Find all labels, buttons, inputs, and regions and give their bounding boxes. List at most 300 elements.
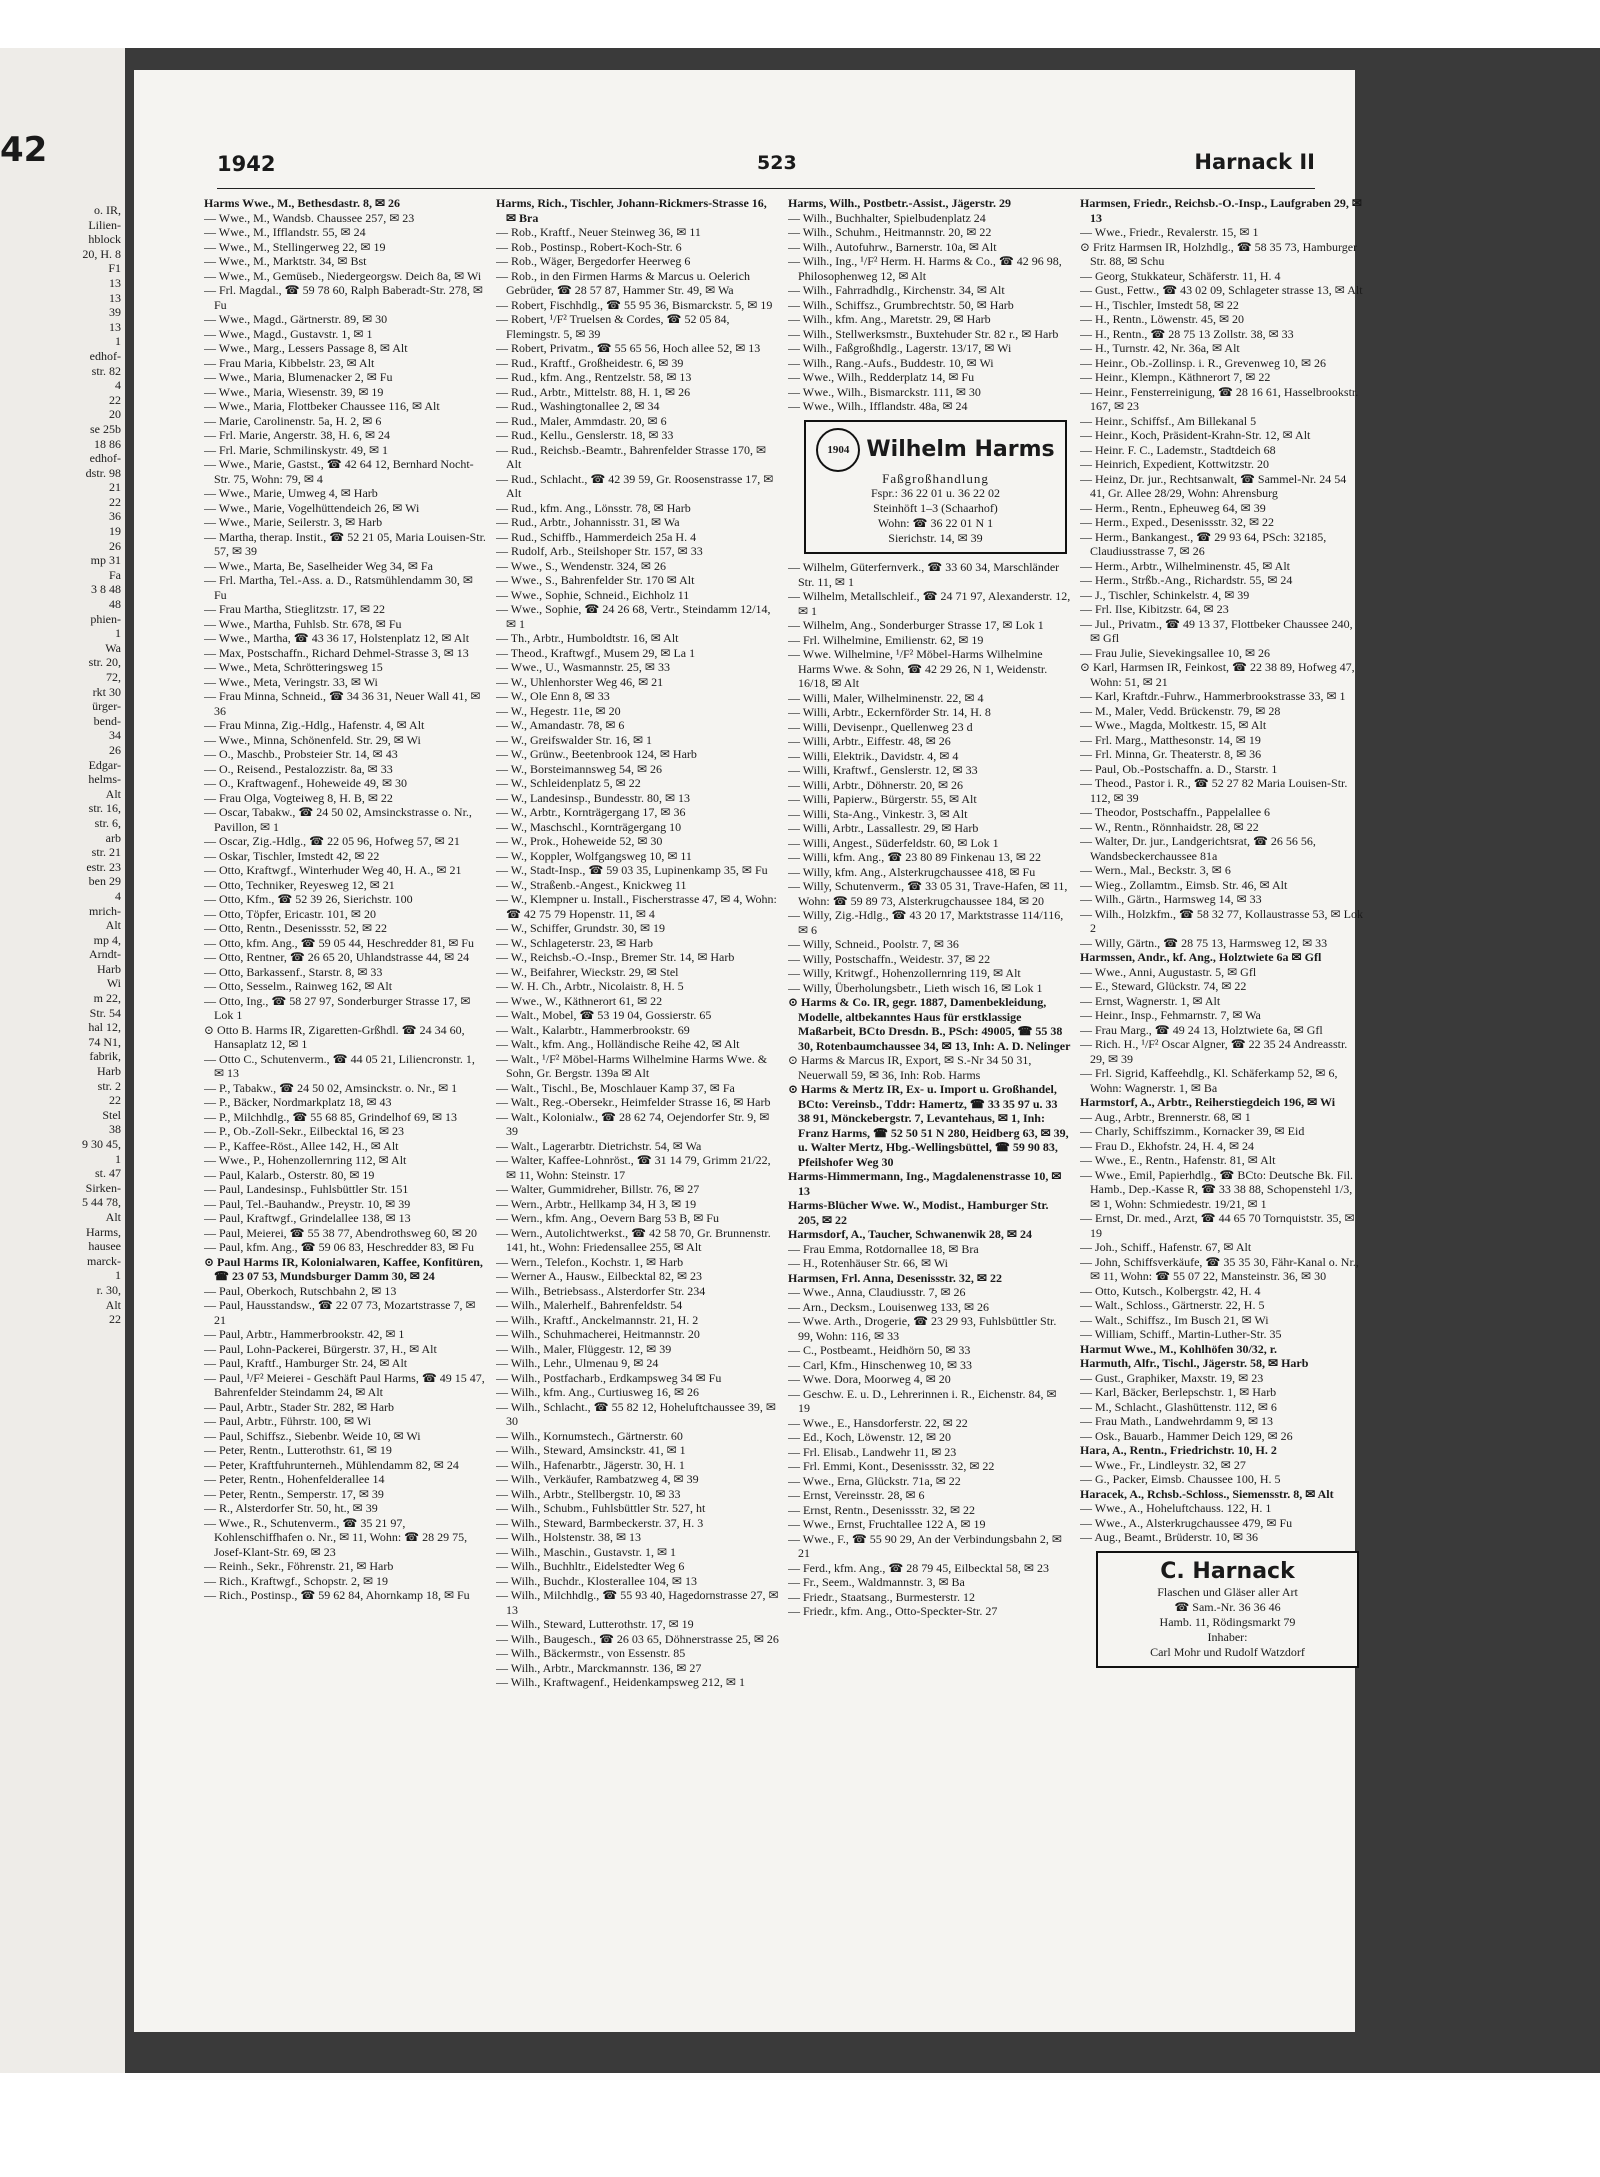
- directory-entry: — Willi, Devisenpr., Quellenweg 23 d: [788, 719, 973, 734]
- directory-entry: — Peter, Kraftfuhrunterneh., Mühlendamm 82, ✉ 24: [204, 1457, 459, 1472]
- directory-entry: — Wwe., Meta, Veringstr. 33, ✉ Wi: [204, 674, 378, 689]
- adjacent-line: 36: [109, 509, 121, 524]
- directory-entry: — Willy, kfm. Ang., Alsterkrugchaussee 418, ✉ Fu: [788, 864, 1036, 879]
- adjacent-line: ürger-: [92, 699, 121, 714]
- directory-entry: — Gust., Fettw., ☎ 43 02 09, Schlageter strasse 13, ✉ Alt: [1080, 283, 1363, 297]
- adjacent-line: hal 12,: [88, 1020, 121, 1035]
- directory-entry: Harmssen, Andr., kf. Ang., Holztwiete 6a ✉ Gfl: [1080, 950, 1322, 964]
- directory-entry: — Walt., Kalarbtr., Hammerbrookstr. 69: [496, 1022, 690, 1037]
- directory-entry: — Willy, Zig.-Hdlg., ☎ 43 20 17, Marktstrasse 114/116, ✉ 6: [788, 908, 1064, 937]
- directory-entry: — Peter, Rentn., Hohenfelderallee 14: [204, 1472, 385, 1486]
- directory-entry: — Paul, Oberkoch, Rutschbahn 2, ✉ 13: [204, 1283, 397, 1298]
- directory-entry: — Otto, kfm. Ang., ☎ 59 05 44, Heschredder 81, ✉ Fu: [204, 935, 474, 950]
- column-1: [204, 196, 487, 2001]
- directory-entry: — Wwe., R., Schutenverm., ☎ 35 21 97, Kohlenschiffhafen o. Nr., ✉ 11, Wohn: ☎ 28 29 75, Josef-Klant-Str. 69, ✉ 23: [204, 1515, 468, 1559]
- adjacent-line: Wa: [105, 640, 121, 655]
- directory-entry: — Wwe., F., ☎ 55 90 29, An der Verbindungsbahn 2, ✉ 21: [788, 1531, 1062, 1560]
- directory-entry: — Jul., Privatm., ☎ 49 13 37, Flottbeker Chaussee 240, ✉ Gfl: [1080, 616, 1353, 645]
- adjacent-line: se 25b: [90, 421, 121, 436]
- directory-entry: — P., Bäcker, Nordmarkplatz 18, ✉ 43: [204, 1095, 392, 1109]
- directory-entry: — Wilh., Schuhmacherei, Heitmannstr. 20: [496, 1327, 700, 1341]
- ad-company-name: C. Harnack: [1160, 1558, 1295, 1584]
- directory-entry: — Walt., ¹/F² Möbel-Harms Wilhelmine Harms Wwe. & Sohn, Gr. Bergstr. 139a ✉ Alt: [496, 1051, 768, 1080]
- adjacent-line: Lilien-: [88, 217, 121, 232]
- directory-entry: — Paul, Kalarb., Osterstr. 80, ✉ 19: [204, 1167, 375, 1182]
- directory-entry: — Wilh., Ing., ¹/F² Herm. H. Harms & Co., ☎ 42 96 98, Philosophenweg 12, ✉ Alt: [788, 254, 1062, 283]
- directory-entry: — Rud., Washingtonallee 2, ✉ 34: [496, 399, 660, 413]
- directory-entry: — Paul, Hausstandsw., ☎ 22 07 73, Mozartstrasse 7, ✉ 21: [204, 1298, 476, 1327]
- directory-entry: — Wilh., Steward, Barmbeckerstr. 37, H. 3: [496, 1515, 704, 1530]
- directory-entry: — Frl. Sigrid, Kaffeehdlg., Kl. Schäferkamp 52, ✉ 6, Wohn: Wagnerstr. 1, ✉ Ba: [1080, 1066, 1338, 1095]
- directory-entry: — Wwe., Maria, Flottbeker Chaussee 116, ✉ Alt: [204, 399, 440, 413]
- directory-entry: — Willy, Schutenverm., ☎ 33 05 31, Trave-Hafen, ✉ 11, Wohn: ☎ 59 89 73, Alsterkrugchaussee 184, ✉ 20: [788, 879, 1068, 908]
- ad-line: Steinhöft 1–3 (Schaarhof): [873, 501, 998, 515]
- directory-entry: — Willi, Arbtr., Eckernförder Str. 14, H. 8: [788, 705, 991, 719]
- directory-entry: — Willi, Elektrik., Davidstr. 4, ✉ 4: [788, 748, 959, 763]
- directory-entry: — Herm., Exped., Desenissstr. 32, ✉ 22: [1080, 515, 1275, 529]
- adjacent-line: str. 16,: [88, 801, 121, 816]
- directory-entry: — Walter, Gummidreher, Billstr. 76, ✉ 27: [496, 1182, 700, 1196]
- directory-entry: — Frau Olga, Vogteiweg 8, H. B, ✉ 22: [204, 790, 393, 805]
- directory-entry: — Wilh., Maschin., Gustavstr. 1, ✉ 1: [496, 1544, 677, 1559]
- directory-entry: — Frl. Ilse, Kibitzstr. 64, ✉ 23: [1080, 602, 1229, 616]
- directory-entry: — Wwe., U., Wasmannstr. 25, ✉ 33: [496, 660, 670, 674]
- directory-entry: ⊙ Harms & Mertz IR, Ex- u. Import u. Großhandel, BCto: Vereinsb., Tddr: Hamertz, ☎ 33 35 97 u. 33 38 91, Mönckebergstr. 7, Levantehaus, ✉ 1, Inh: Franz Harms, ☎ 52 50 51 N 280, Heidberg 63, ✉ 39, u. Walter Mertz, Hbg.-Wellingsbüttel, ☎ 59 90 83, Pfeilshofer Weg 30: [788, 1082, 1069, 1169]
- adjacent-line: F1: [108, 261, 121, 276]
- directory-entry: — Wwe., Marie, Umweg 4, ✉ Harb: [204, 486, 378, 500]
- adjacent-line: 3 8 48: [91, 582, 121, 597]
- directory-entry: — Walter, Dr. jur., Landgerichtsrat, ☎ 26 56 56, Wandsbeckerchaussee 81a: [1080, 834, 1316, 863]
- scan-bottom-margin: [0, 2073, 1600, 2177]
- directory-entry: — W., Straßenb.-Angest., Knickweg 11: [496, 877, 687, 892]
- directory-entry: — Rud., Kraftf., Großheidestr. 6, ✉ 39: [496, 355, 684, 370]
- ad-company-name: Wilhelm Harms: [866, 436, 1055, 462]
- directory-entry: — Wilh., Gärtn., Harmsweg 14, ✉ 33: [1080, 892, 1262, 906]
- directory-entry: — Frau D., Ekhofstr. 24, H. 4, ✉ 24: [1080, 1138, 1255, 1153]
- directory-entry: — Rob., in den Firmen Harms & Marcus u. Oelerich Gebrüder, ☎ 28 57 87, Hammer Str. 49, ✉ Wa: [496, 268, 750, 297]
- directory-entry: — H., Tischler, Imstedt 58, ✉ 22: [1080, 297, 1239, 312]
- directory-entry: — Frl. Marie, Angerstr. 38, H. 6, ✉ 24: [204, 428, 391, 442]
- directory-entry: — Rud., Schlacht., ☎ 42 39 59, Gr. Roosenstrasse 17, ✉ Alt: [496, 471, 774, 500]
- directory-entry: — Theod., Kraftwgf., Musem 29, ✉ La 1: [496, 645, 696, 660]
- adjacent-line: 13: [109, 290, 121, 305]
- directory-entry: — Walt., Reg.-Obersekr., Heimfelder Strasse 16, ✉ Harb: [496, 1095, 771, 1109]
- directory-entry: — G., Packer, Eimsb. Chaussee 100, H. 5: [1080, 1472, 1281, 1486]
- directory-entry: — Heinr., Fensterreinigung, ☎ 28 16 61, Hasselbrookstr. 167, ✉ 23: [1080, 384, 1359, 413]
- directory-entry: — Wilh., Schiffsz., Grumbrechtstr. 50, ✉ Harb: [788, 297, 1014, 312]
- directory-entry: — Paul, Kraftf., Hamburger Str. 24, ✉ Alt: [204, 1356, 408, 1370]
- directory-entry: — W., Maschschl., Kornträgergang 10: [496, 819, 682, 834]
- adjacent-line: Harb: [97, 961, 121, 976]
- directory-entry: — Rob., Wäger, Bergedorfer Heerweg 6: [496, 254, 691, 268]
- directory-entry: — Frl. Emmi, Kont., Desenissstr. 32, ✉ 22: [788, 1459, 995, 1473]
- directory-entry: — Wilh., Fahrradhdlg., Kirchenstr. 34, ✉ Alt: [788, 283, 1005, 297]
- adjacent-line: 20: [109, 407, 121, 422]
- directory-entry: Hara, A., Rentn., Friedrichstr. 10, H. 2: [1080, 1443, 1277, 1457]
- advertisement-box: [804, 420, 1067, 555]
- directory-entry: — Rich., Postinsp., ☎ 59 62 84, Ahornkamp 18, ✉ Fu: [204, 1588, 470, 1602]
- directory-entry: — Wwe., Maria, Blumenacker 2, ✉ Fu: [204, 370, 393, 384]
- directory-entry: — W., Stadt-Insp., ☎ 59 03 35, Lupinenkamp 35, ✉ Fu: [496, 863, 768, 877]
- directory-entry: — O., Kraftwagenf., Hoheweide 49, ✉ 30: [204, 776, 407, 790]
- directory-entry: — Paul, Arbtr., Stader Str. 282, ✉ Harb: [204, 1399, 395, 1414]
- directory-entry: Harmstorf, A., Arbtr., Reiherstiegdeich 196, ✉ Wi: [1080, 1095, 1336, 1109]
- directory-entry: — Wwe., Martha, ☎ 43 36 17, Holstenplatz 12, ✉ Alt: [204, 631, 470, 645]
- directory-entry: — Osk., Bauarb., Hammer Deich 129, ✉ 26: [1080, 1428, 1293, 1443]
- directory-entry: — Frl. Minna, Gr. Theaterstr. 8, ✉ 36: [1080, 747, 1262, 761]
- adjacent-line: dstr. 98: [85, 465, 121, 480]
- directory-entry: ⊙ Harms & Marcus IR, Export, ✉ S.-Nr 34 50 31, Neuerwall 59, ✉ 36, Inh: Rob. Harms: [788, 1053, 1032, 1082]
- ad-line: Fspr.: 36 22 01 u. 36 22 02: [870, 486, 1000, 500]
- adjacent-line: 18 86: [94, 436, 121, 451]
- directory-entry: — Willy, Schneid., Poolstr. 7, ✉ 36: [788, 937, 959, 951]
- adjacent-line: fabrik,: [89, 1049, 121, 1064]
- adjacent-line: 34: [109, 728, 121, 743]
- directory-entry: — William, Schiff., Martin-Luther-Str. 35: [1080, 1327, 1282, 1341]
- directory-entry: — Wwe., Anna, Claudiusstr. 7, ✉ 26: [788, 1285, 966, 1299]
- ad-subtitle: Faßgroßhandlung: [882, 470, 989, 486]
- directory-entry: — Walt., Tischl., Be, Moschlauer Kamp 37, ✉ Fa: [496, 1080, 735, 1095]
- directory-entry: — Robert, Fischhdlg., ☎ 55 95 36, Bismarckstr. 5, ✉ 19: [496, 297, 773, 312]
- directory-entry: — Wwe., Anni, Augustastr. 5, ✉ Gfl: [1080, 964, 1257, 979]
- directory-entry: — Wilh., Holstenstr. 38, ✉ 13: [496, 1530, 642, 1544]
- directory-entry: — Wilh., Stellwerksmstr., Buxtehuder Str. 82 r., ✉ Harb: [788, 326, 1059, 341]
- directory-entry: — Wwe. Wilhelmine, ¹/F² Möbel-Harms Wilhelmine Harms Wwe. & Sohn, ☎ 42 29 26, N 1, Weidenstr. 16/18, ✉ Alt: [788, 647, 1048, 690]
- adjacent-line: str. 21: [91, 845, 121, 860]
- directory-entry: — Walt., Schloss., Gärtnerstr. 22, H. 5: [1080, 1298, 1265, 1312]
- adjacent-line: str. 82: [91, 363, 121, 378]
- directory-entry: — Charly, Schiffszimm., Kornacker 39, ✉ Eid: [1080, 1124, 1305, 1138]
- adjacent-page-strip: [0, 48, 125, 2073]
- directory-entry: — W. H. Ch., Arbtr., Nicolaistr. 8, H. 5: [496, 979, 684, 993]
- directory-entry: — Otto, Kfm., ☎ 52 39 26, Sierichstr. 100: [204, 892, 413, 906]
- adjacent-line: Alt: [105, 1209, 121, 1224]
- ad-line: Wohn: ☎ 36 22 01 N 1: [877, 516, 994, 530]
- directory-entry: — Paul, Tel.-Bauhandw., Preystr. 10, ✉ 39: [204, 1196, 411, 1211]
- adjacent-line: 20, H. 8: [82, 246, 121, 261]
- directory-entry: ⊙ Otto B. Harms IR, Zigaretten-Grßhdl. ☎ 24 34 60, Hansaplatz 12, ✉ 1: [204, 1022, 465, 1051]
- directory-entry: — Wwe., M., Gemüseb., Niedergeorgsw. Deich 8a, ✉ Wi: [204, 268, 482, 283]
- directory-entry: — Wilh., Buchdr., Klosterallee 104, ✉ 13: [496, 1573, 697, 1588]
- directory-entry: — Wilh., Schubm., Fuhlsbüttler Str. 527, ht: [496, 1501, 706, 1515]
- adjacent-line: 1: [115, 1268, 121, 1283]
- directory-entry: — Otto, Rentn., Desenissstr. 52, ✉ 22: [204, 921, 388, 935]
- directory-entry: — Heinr. F. C., Lademstr., Stadtdeich 68: [1080, 442, 1276, 457]
- adjacent-line: 38: [109, 1122, 121, 1137]
- adjacent-line: 1: [115, 1151, 121, 1166]
- directory-entry: — Wwe., Minna, Schönenfeld. Str. 29, ✉ Wi: [204, 732, 421, 747]
- directory-entry: — Paul, Ob.-Postschaffn. a. D., Starstr. 1: [1080, 761, 1278, 776]
- directory-entry: — Wern., Telefon., Kochstr. 1, ✉ Harb: [496, 1254, 684, 1269]
- directory-entry: — Wwe., Marg., Lessers Passage 8, ✉ Alt: [204, 341, 408, 355]
- ad-emblem: 1904: [816, 428, 860, 472]
- directory-entry: — Otto, Kraftwgf., Winterhuder Weg 40, H. A., ✉ 21: [204, 863, 462, 877]
- directory-entry: — Otto, Sesselm., Rainweg 162, ✉ Alt: [204, 979, 393, 993]
- directory-entry: — Oscar, Zig.-Hdlg., ☎ 22 05 96, Hofweg 57, ✉ 21: [204, 834, 460, 848]
- directory-entry: — Wwe., Sophie, ☎ 24 26 68, Vertr., Steindamm 12/14, ✉ 1: [496, 602, 771, 631]
- directory-entry: Harmsen, Friedr., Reichsb.-O.-Insp., Laufgraben 29, ✉ 13: [1080, 196, 1362, 225]
- directory-entry: — Wilh., Arbtr., Marckmannstr. 136, ✉ 27: [496, 1660, 702, 1675]
- ad-line: Flaschen und Gläser aller Art: [1157, 1584, 1298, 1599]
- directory-entry: Haracek, A., Rchsb.-Schloss., Siemensstr. 8, ✉ Alt: [1080, 1486, 1334, 1501]
- directory-entry: — Wwe. Arth., Drogerie, ☎ 23 29 93, Fuhlsbüttler Str. 99, Wohn: 116, ✉ 33: [788, 1314, 1057, 1343]
- directory-entry: Harms, Rich., Tischler, Johann-Rickmers-Strasse 16, ✉ Bra: [496, 196, 767, 225]
- directory-entry: — Wern., kfm. Ang., Oevern Barg 53 B, ✉ Fu: [496, 1211, 719, 1225]
- directory-entry: — Friedr., kfm. Ang., Otto-Speckter-Str. 27: [788, 1604, 998, 1618]
- directory-entry: — Rud., Kellu., Genslerstr. 18, ✉ 33: [496, 428, 674, 442]
- directory-entry: — Wwe., Marie, Gastst., ☎ 42 64 12, Bernhard Nocht-Str. 75, Wohn: 79, ✉ 4: [204, 457, 474, 486]
- adjacent-line: 48: [109, 597, 121, 612]
- adjacent-line: 19: [109, 524, 121, 539]
- adjacent-line: ben 29: [88, 874, 121, 889]
- directory-entry: Harmut Wwe., M., Kohlhöfen 30/32, r.: [1080, 1341, 1277, 1356]
- directory-entry: — Wilh., Verkäufer, Rambatzweg 4, ✉ 39: [496, 1472, 699, 1486]
- directory-entry: — W., Greifswalder Str. 16, ✉ 1: [496, 732, 653, 747]
- directory-page: [134, 70, 1363, 2032]
- directory-entry: — H., Rotenhäuser Str. 66, ✉ Wi: [788, 1256, 949, 1270]
- directory-entry: — P., Milchhdlg., ☎ 55 68 85, Grindelhof 69, ✉ 13: [204, 1109, 457, 1124]
- directory-entry: — Carl, Kfm., Hinschenweg 10, ✉ 33: [788, 1357, 973, 1372]
- directory-entry: — Frl. Wilhelmine, Emilienstr. 62, ✉ 19: [788, 632, 984, 647]
- directory-entry: — Wwe., Magd., Gustavstr. 1, ✉ 1: [204, 326, 373, 341]
- directory-entry: — Wwe., Ernst, Fruchtallee 122 A, ✉ 19: [788, 1517, 986, 1531]
- directory-entry: — Herm., Bankangest., ☎ 29 93 64, PSch: 32185, Claudiusstrasse 7, ✉ 26: [1080, 529, 1327, 558]
- directory-entry: — Wwe., W., Käthnerort 61, ✉ 22: [496, 993, 663, 1008]
- directory-entry: — Wwe., Sophie, Schneid., Eichholz 11: [496, 587, 690, 602]
- directory-entry: — Wilh., Betriebsass., Alsterdorfer Str. 234: [496, 1283, 706, 1298]
- adjacent-line: mrich-: [89, 903, 121, 918]
- directory-entry: — Willy, Überholungsbetr., Lieth wisch 16, ✉ Lok 1: [788, 980, 1043, 995]
- adjacent-line: 22: [109, 1312, 121, 1327]
- directory-entry: — Wern., Mal., Beckstr. 3, ✉ 6: [1080, 863, 1231, 877]
- directory-entry: — Frau Emma, Rotdornallee 18, ✉ Bra: [788, 1241, 979, 1256]
- adjacent-line: marck-: [87, 1253, 121, 1268]
- directory-entry: — W., Borsteimannsweg 54, ✉ 26: [496, 761, 663, 776]
- directory-entry: — Otto C., Schutenverm., ☎ 44 05 21, Liliencronstr. 1, ✉ 13: [204, 1051, 475, 1080]
- directory-entry: — Oskar, Tischler, Imstedt 42, ✉ 22: [204, 848, 380, 863]
- directory-entry: — W., Uhlenhorster Weg 46, ✉ 21: [496, 674, 664, 689]
- directory-entry: Harmsen, Frl. Anna, Desenissstr. 32, ✉ 22: [788, 1270, 1002, 1285]
- directory-entry: Harms Wwe., M., Bethesdastr. 8, ✉ 26: [204, 196, 401, 210]
- directory-entry: — Walt., Mobel, ☎ 53 19 04, Gossierstr. 65: [496, 1008, 712, 1022]
- directory-entry: — Wwe., Erna, Glückstr. 71a, ✉ 22: [788, 1473, 961, 1488]
- directory-entry: — Max, Postschaffn., Richard Dehmel-Strasse 3, ✉ 13: [204, 645, 469, 660]
- adjacent-line: 26: [109, 538, 121, 553]
- directory-entry: — M., Schlacht., Glashüttenstr. 112, ✉ 6: [1080, 1399, 1277, 1414]
- directory-entry: — Wwe., A., Alsterkrugchaussee 479, ✉ Fu: [1080, 1515, 1293, 1530]
- directory-entry: — Frau Maria, Kibbelstr. 23, ✉ Alt: [204, 355, 375, 370]
- directory-entry: — Oscar, Tabakw., ☎ 24 50 02, Amsinckstrasse o. Nr., Pavillon, ✉ 1: [204, 805, 472, 834]
- adjacent-line: estr. 23: [86, 859, 121, 874]
- directory-entry: — Frau Julie, Sievekingsallee 10, ✉ 26: [1080, 645, 1271, 660]
- directory-entry: — Wern., Autolichtwerkst., ☎ 42 58 70, Gr. Brunnenstr. 141, ht., Wohn: Friedensallee 255, ✉ Alt: [496, 1225, 771, 1254]
- adjacent-line: mp 4,: [93, 932, 121, 947]
- directory-entry: Harms-Himmermann, Ing., Magdalenenstrasse 10, ✉ 13: [788, 1169, 1062, 1198]
- directory-entry: — H., Turnstr. 42, Nr. 36a, ✉ Alt: [1080, 341, 1240, 355]
- directory-entry: — Wwe., Marta, Be, Saselheider Weg 34, ✉ Fa: [204, 558, 433, 573]
- directory-entry: — W., Amandastr. 78, ✉ 6: [496, 718, 625, 732]
- directory-entry: — W., Koppler, Wolfgangsweg 10, ✉ 11: [496, 848, 692, 863]
- directory-entry: — P., Tabakw., ☎ 24 50 02, Amsinckstr. o. Nr., ✉ 1: [204, 1080, 458, 1095]
- directory-entry: — Wwe., E., Rentn., Hafenstr. 81, ✉ Alt: [1080, 1153, 1276, 1167]
- directory-entry: — Wilh., kfm. Ang., Maretstr. 29, ✉ Harb: [788, 312, 991, 326]
- adjacent-line: Fa: [109, 567, 121, 582]
- directory-entry: — Wwe., Marie, Vogelhüttendeich 26, ✉ Wi: [204, 500, 420, 515]
- directory-entry: ⊙ Karl, Harmsen IR, Feinkost, ☎ 22 38 89, Hofweg 47, Wohn: 51, ✉ 21: [1080, 660, 1355, 689]
- adjacent-line: str. 6,: [94, 815, 121, 830]
- directory-entry: — W., Reichsb.-O.-Insp., Bremer Str. 14, ✉ Harb: [496, 950, 735, 964]
- directory-entry: — W., Schiffer, Grundstr. 30, ✉ 19: [496, 921, 666, 935]
- directory-entry: — Wwe., Marie, Seilerstr. 3, ✉ Harb: [204, 515, 383, 529]
- directory-entry: — Wwe., Martha, Fuhlsb. Str. 678, ✉ Fu: [204, 616, 402, 631]
- page-number: 523: [757, 152, 797, 174]
- directory-entry: — O., Reisend., Pestalozzistr. 8a, ✉ 33: [204, 761, 393, 776]
- directory-entry: Harmsdorf, A., Taucher, Schwanenwik 28, ✉ 24: [788, 1227, 1032, 1241]
- adjacent-line: 13: [109, 275, 121, 290]
- directory-entry: — Willi, Arbtr., Eiffestr. 48, ✉ 26: [788, 734, 951, 748]
- ad-title-row: [1106, 1559, 1349, 1585]
- ad-line: ☎ Sam.-Nr. 36 36 46: [1174, 1599, 1281, 1614]
- directory-entry: — Arn., Decksm., Louisenweg 133, ✉ 26: [788, 1299, 990, 1314]
- adjacent-line: Sirken-: [85, 1180, 121, 1195]
- adjacent-line: Edgar-: [88, 757, 121, 772]
- adjacent-line: rkt 30: [92, 684, 121, 699]
- directory-entry: — Wern., Arbtr., Hellkamp 34, H 3, ✉ 19: [496, 1196, 697, 1211]
- directory-entry: — Herm., Arbtr., Wilhelminenstr. 45, ✉ Alt: [1080, 558, 1291, 573]
- directory-entry: — Heinr., Ob.-Zollinsp. i. R., Grevenweg 10, ✉ 26: [1080, 355, 1327, 370]
- directory-entry: — Wwe., Emil, Papierhdlg., ☎ BCto: Deutsche Bk. Fil. Hamb., Dep.-Kasse R, ☎ 33 38 88, Schopenstehl 1/3, ✉ 1, Wohn: Schmiedestr. 19/21, ✉ 1: [1080, 1167, 1354, 1211]
- directory-entry: — Wwe., M., Wandsb. Chaussee 257, ✉ 23: [204, 210, 415, 225]
- adjacent-line: m 22,: [93, 991, 121, 1006]
- directory-entry: — Fr., Seem., Waldmannstr. 3, ✉ Ba: [788, 1575, 965, 1589]
- directory-entry: — Wilh., Autofuhrw., Barnerstr. 10a, ✉ Alt: [788, 239, 997, 254]
- directory-entry: — Wwe., Maria, Wiesenstr. 39, ✉ 19: [204, 384, 384, 399]
- adjacent-line: edhof-: [89, 451, 121, 466]
- directory-entry: — Wilh., Hafenarbtr., Jägerstr. 30, H. 1: [496, 1457, 685, 1472]
- directory-entry: — Heinr., Insp., Fehmarnstr. 7, ✉ Wa: [1080, 1008, 1261, 1022]
- adjacent-line: helms-: [88, 772, 121, 787]
- ad-title-row: [814, 428, 1057, 472]
- adjacent-line: Stel: [102, 1107, 121, 1122]
- directory-entry: — Rud., kfm. Ang., Rentzelstr. 58, ✉ 13: [496, 370, 692, 384]
- directory-entry: — M., Maler, Vedd. Brückenstr. 79, ✉ 28: [1080, 703, 1281, 718]
- adjacent-line: 4: [115, 378, 121, 393]
- directory-entry: — Theod., Pastor i. R., ☎ 52 27 82 Maria Louisen-Str. 112, ✉ 39: [1080, 776, 1348, 805]
- directory-entry: — Friedr., Staatsang., Burmesterstr. 12: [788, 1589, 975, 1604]
- directory-entry: — R., Alsterdorfer Str. 50, ht., ✉ 39: [204, 1501, 378, 1515]
- directory-entry: — Rud., Arbtr., Mittelstr. 88, H. 1, ✉ 26: [496, 384, 691, 399]
- directory-entry: — W., Arbtr., Kornträgergang 17, ✉ 36: [496, 805, 686, 819]
- directory-entry: — H., Rentn., Löwenstr. 45, ✉ 20: [1080, 312, 1245, 326]
- directory-entry: — Walt., Schiffsz., Im Busch 21, ✉ Wi: [1080, 1312, 1269, 1327]
- directory-entry: — Wieg., Zollamtm., Eimsb. Str. 46, ✉ Alt: [1080, 877, 1288, 892]
- directory-entry: — Heinr., Koch, Präsident-Krahn-Str. 12, ✉ Alt: [1080, 428, 1311, 442]
- directory-entry: — Frau Math., Landwehrdamm 9, ✉ 13: [1080, 1414, 1274, 1428]
- directory-entry: — Gust., Graphiker, Maxstr. 19, ✉ 23: [1080, 1370, 1264, 1385]
- directory-entry: — Wilh., Kraftf., Anckelmannstr. 21, H. 2: [496, 1312, 699, 1327]
- directory-entry: — Otto, Techniker, Reyesweg 12, ✉ 21: [204, 877, 395, 892]
- directory-entry: — Rud., kfm. Ang., Lönsstr. 78, ✉ Harb: [496, 500, 691, 515]
- directory-entry: — Wwe., M., Marktstr. 34, ✉ Bst: [204, 254, 367, 268]
- directory-entry: Harms, Wilh., Postbetr.-Assist., Jägerstr. 29: [788, 196, 1011, 210]
- directory-entry: — Paul, Lohn-Packerei, Bürgerstr. 37, H., ✉ Alt: [204, 1341, 437, 1356]
- directory-entry: Harms-Blücher Wwe. W., Modist., Hamburger Str. 205, ✉ 22: [788, 1198, 1049, 1227]
- directory-entry: — Wwe., Magd., Gärtnerstr. 89, ✉ 30: [204, 312, 388, 326]
- adjacent-line: 22: [109, 392, 121, 407]
- directory-entry: — Wwe., S., Bahrenfelder Str. 170 ✉ Alt: [496, 573, 695, 587]
- directory-entry: — Aug., Arbtr., Brennerstr. 68, ✉ 1: [1080, 1109, 1251, 1124]
- adjacent-line: mp 31: [90, 553, 121, 568]
- directory-entry: — Walt., Lagerarbtr. Dietrichstr. 54, ✉ Wa: [496, 1138, 702, 1153]
- directory-entry: — Peter, Rentn., Semperstr. 17, ✉ 39: [204, 1486, 384, 1501]
- directory-entry: — Wilh., Holzkfm., ☎ 58 32 77, Kollaustrasse 53, ✉ Lok 2: [1080, 906, 1363, 935]
- adjacent-line: Harms,: [86, 1224, 121, 1239]
- directory-entry: Harmuth, Alfr., Tischl., Jägerstr. 58, ✉ Harb: [1080, 1356, 1309, 1370]
- adjacent-line: 22: [109, 494, 121, 509]
- directory-entry: — Otto, Rentner, ☎ 26 65 20, Uhlandstrasse 44, ✉ 24: [204, 950, 470, 964]
- directory-entry: — Rob., Postinsp., Robert-Koch-Str. 6: [496, 239, 682, 254]
- directory-entry: — Willi, Angest., Süderfeldstr. 60, ✉ Lok 1: [788, 835, 999, 850]
- directory-entry: — Frau Minna, Schneid., ☎ 34 36 31, Neuer Wall 41, ✉ 36: [204, 689, 481, 718]
- directory-entry: — John, Schiffsverkäufe, ☎ 35 35 30, Fähr-Kanal o. Nr., ✉ 11, Wohn: ☎ 55 07 22, Mansteinstr. 36, ✉ 30: [1080, 1254, 1359, 1283]
- adjacent-line: 21: [109, 480, 121, 495]
- directory-entry: — Th., Arbtr., Humboldtstr. 16, ✉ Alt: [496, 631, 679, 645]
- directory-entry: — W., Beifahrer, Wieckstr. 29, ✉ Stel: [496, 964, 679, 979]
- directory-entry: — Wilh., Maler, Flüggestr. 12, ✉ 39: [496, 1341, 672, 1356]
- directory-entry: — Willi, Papierw., Bürgerstr. 55, ✉ Alt: [788, 792, 977, 806]
- directory-entry: — Frl. Elisab., Landwehr 11, ✉ 23: [788, 1444, 957, 1459]
- directory-entry: — Herm., Rentn., Epheuweg 64, ✉ 39: [1080, 500, 1266, 515]
- directory-entry: — Frl. Marie, Schmilinskystr. 49, ✉ 1: [204, 442, 389, 457]
- adjacent-line: Wi: [106, 976, 121, 991]
- directory-entry: — Walt., Kolonialw., ☎ 28 62 74, Oejendorfer Str. 9, ✉ 39: [496, 1109, 770, 1138]
- adjacent-line: str. 20,: [88, 655, 121, 670]
- directory-entry: — Willi, Arbtr., Döhnerstr. 20, ✉ 26: [788, 777, 964, 792]
- directory-entry: — Aug., Beamt., Brüderstr. 10, ✉ 36: [1080, 1530, 1259, 1544]
- ad-line: Carl Mohr und Rudolf Watzdorf: [1150, 1644, 1305, 1659]
- adjacent-line: 1: [115, 334, 121, 349]
- directory-entry: — Wilh., Bäckermstr., von Essenstr. 85: [496, 1646, 686, 1660]
- directory-entry: — Wilh., Postfacharb., Erdkampsweg 34 ✉ Fu: [496, 1370, 722, 1385]
- adjacent-line: r. 30,: [96, 1282, 121, 1297]
- column-4: [1080, 196, 1363, 2001]
- adjacent-page-number: 42: [0, 130, 48, 170]
- directory-entry: — Wwe., E., Hansdorferstr. 22, ✉ 22: [788, 1415, 968, 1430]
- directory-entry: — Wilh., Rang.-Aufs., Buddestr. 10, ✉ Wi: [788, 355, 994, 370]
- adjacent-line: 13: [109, 319, 121, 334]
- directory-entry: — J., Tischler, Schinkelstr. 4, ✉ 39: [1080, 587, 1250, 602]
- directory-entry: — Wilh., Milchhdlg., ☎ 55 93 40, Hagedornstrasse 27, ✉ 13: [496, 1588, 779, 1617]
- adjacent-line: 74 N1,: [88, 1034, 121, 1049]
- directory-entry: — Marie, Carolinenstr. 5a, H. 2, ✉ 6: [204, 413, 382, 428]
- adjacent-line: 39: [109, 305, 121, 320]
- directory-entry: — Geschw. E. u. D., Lehrerinnen i. R., Eichenstr. 84, ✉ 19: [788, 1386, 1057, 1415]
- directory-entry: — Willy, Gärtn., ☎ 28 75 13, Harmsweg 12, ✉ 33: [1080, 935, 1328, 950]
- directory-entry: — Wilh., Kraftwagenf., Heidenkampsweg 212, ✉ 1: [496, 1675, 745, 1689]
- directory-entry: — Joh., Schiff., Hafenstr. 67, ✉ Alt: [1080, 1240, 1252, 1254]
- directory-entry: — Frau Minna, Zig.-Hdlg., Hafenstr. 4, ✉ Alt: [204, 718, 425, 732]
- directory-entry: — Willy, Postschaffn., Weidestr. 37, ✉ 22: [788, 951, 991, 966]
- directory-entry: — Ed., Koch, Löwenstr. 12, ✉ 20: [788, 1430, 952, 1444]
- directory-entry: — Paul, Landesinsp., Fuhlsbüttler Str. 151: [204, 1182, 409, 1196]
- adjacent-line: bend-: [93, 713, 121, 728]
- directory-entry: — W., Rentn., Rönnhaidstr. 28, ✉ 22: [1080, 819, 1259, 834]
- adjacent-line: Str. 54: [89, 1005, 121, 1020]
- directory-entry: — Rud., Schiffb., Hammerdeich 25a H. 4: [496, 529, 697, 544]
- adjacent-line: phien-: [90, 611, 121, 626]
- column-3: [788, 196, 1071, 2001]
- directory-entry: — Wilh., Steward, Amsinckstr. 41, ✉ 1: [496, 1443, 686, 1457]
